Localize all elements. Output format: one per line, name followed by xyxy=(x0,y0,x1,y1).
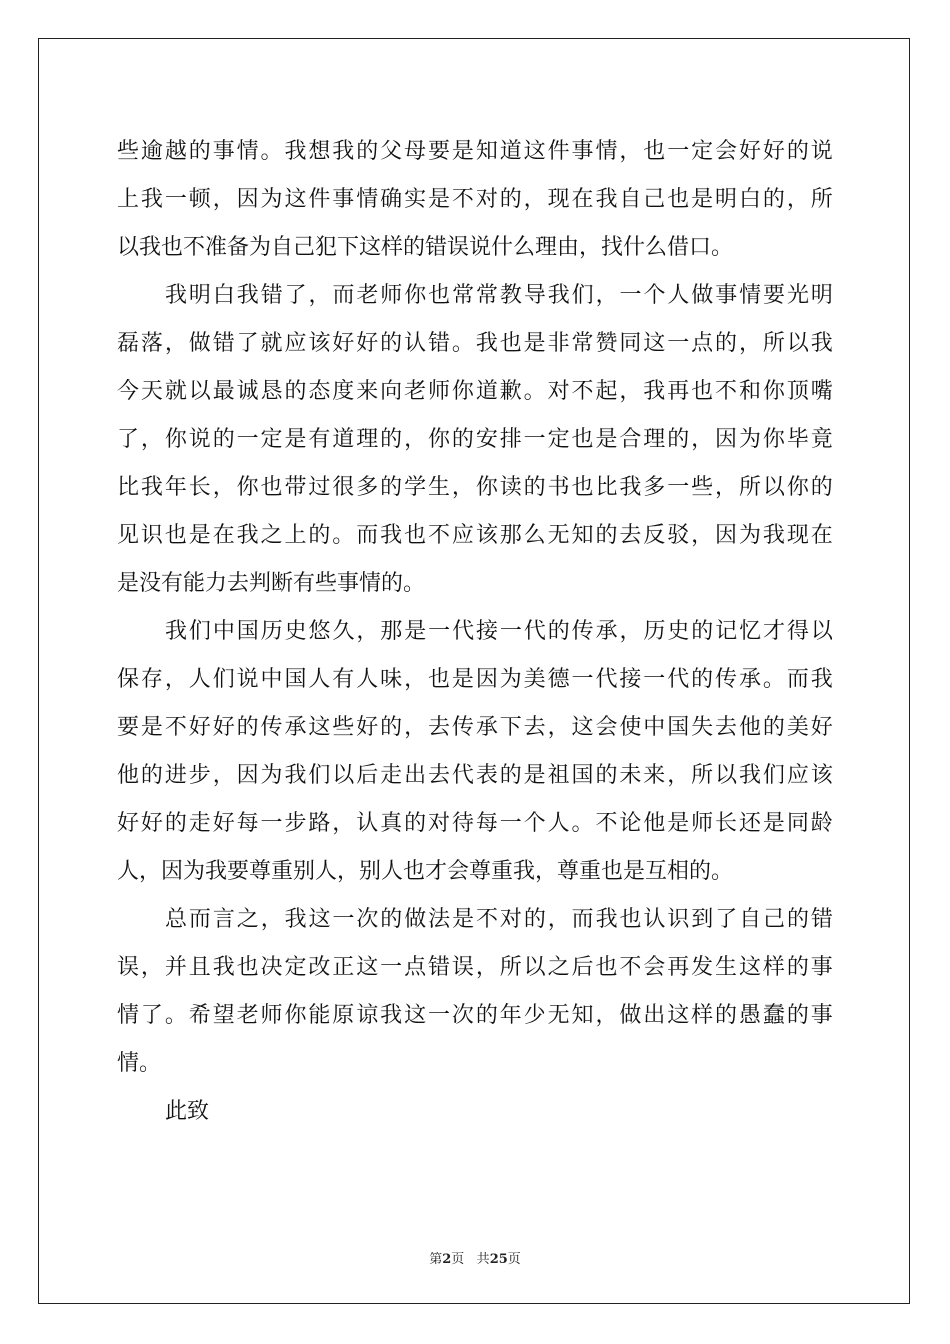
page-number: 2 xyxy=(442,1252,452,1267)
text-line xyxy=(117,848,833,896)
line-text: 是没有能力去判断有些事情的。 xyxy=(117,571,426,596)
text-line xyxy=(117,896,833,944)
line-text: 了 ， 你 说 的 一 定 是 有 道 理 的 ， 你 的 安 排 一 定 也 是 合 理 的 ， 因 为 你 毕 竟 xyxy=(117,427,833,452)
text-line xyxy=(117,416,833,464)
paragraph xyxy=(117,272,833,608)
line-text: 今 天 就 以 最 诚 恳 的 态 度 来 向 老 师 你 道 歉 。 对 不 起 ， 我 再 也 不 和 你 顶 嘴 xyxy=(117,379,833,404)
paragraph xyxy=(117,896,833,1088)
page-footer xyxy=(0,1248,950,1267)
paragraph xyxy=(117,128,833,272)
paragraph xyxy=(117,1088,833,1136)
text-line xyxy=(117,1088,833,1136)
text-line xyxy=(117,176,833,224)
page-prefix: 第 xyxy=(429,1252,443,1267)
paragraph xyxy=(117,608,833,896)
text-line xyxy=(117,992,833,1040)
line-text: 他 的 进 步 ， 因 为 我 们 以 后 走 出 去 代 表 的 是 祖 国 的 未 来 ， 所 以 我 们 应 该 xyxy=(117,763,833,788)
text-line xyxy=(117,560,833,608)
line-text: 此致 xyxy=(165,1099,210,1124)
text-line xyxy=(117,752,833,800)
line-text: 我 们 中 国 历 史 悠 久 ， 那 是 一 代 接 一 代 的 传 承 ， 历 史 的 记 忆 才 得 以 xyxy=(165,619,833,644)
line-text: 情。 xyxy=(117,1051,162,1076)
text-line xyxy=(117,128,833,176)
text-line xyxy=(117,368,833,416)
text-line xyxy=(117,1040,833,1088)
line-text: 见 识 也 是 在 我 之 上 的 。 而 我 也 不 应 该 那 么 无 知 的 去 反 驳 ， 因 为 我 现 在 xyxy=(117,523,833,548)
page-suffix: 页 xyxy=(451,1252,465,1267)
total-prefix: 共 xyxy=(476,1252,490,1267)
line-text: 我 明 白 我 错 了 ， 而 老 师 你 也 常 常 教 导 我 们 ， 一 个 人 做 事 情 要 光 明 xyxy=(165,283,833,308)
text-line xyxy=(117,272,833,320)
total-pages: 25 xyxy=(489,1252,508,1267)
text-line xyxy=(117,944,833,992)
line-text: 些 逾 越 的 事 情 。 我 想 我 的 父 母 要 是 知 道 这 件 事 情 ， 也 一 定 会 好 好 的 说 xyxy=(117,139,833,164)
text-line xyxy=(117,656,833,704)
total-suffix: 页 xyxy=(507,1252,521,1267)
line-text: 情 了 。 希 望 老 师 你 能 原 谅 我 这 一 次 的 年 少 无 知 ， 做 出 这 样 的 愚 蠢 的 事 xyxy=(117,1003,833,1028)
line-text: 磊 落 ， 做 错 了 就 应 该 好 好 的 认 错 。 我 也 是 非 常 赞 同 这 一 点 的 ， 所 以 我 xyxy=(117,331,833,356)
line-text: 好 好 的 走 好 每 一 步 路 ， 认 真 的 对 待 每 一 个 人 。 不 论 他 是 师 长 还 是 同 龄 xyxy=(117,811,833,836)
text-line xyxy=(117,224,833,272)
line-text: 总 而 言 之 ， 我 这 一 次 的 做 法 是 不 对 的 ， 而 我 也 认 识 到 了 自 己 的 错 xyxy=(165,907,833,932)
line-text: 比 我 年 长 ， 你 也 带 过 很 多 的 学 生 ， 你 读 的 书 也 比 我 多 一 些 ， 所 以 你 的 xyxy=(117,475,833,500)
text-line xyxy=(117,320,833,368)
text-line xyxy=(117,704,833,752)
line-text: 人，因为我要尊重别人，别人也才会尊重我，尊重也是互相的。 xyxy=(117,859,734,884)
text-line xyxy=(117,800,833,848)
line-text: 以我也不准备为自己犯下这样的错误说什么理由，找什么借口。 xyxy=(117,235,734,260)
text-line xyxy=(117,512,833,560)
text-line xyxy=(117,464,833,512)
line-text: 要 是 不 好 好 的 传 承 这 些 好 的 ， 去 传 承 下 去 ， 这 会 使 中 国 失 去 他 的 美 好 xyxy=(117,715,833,740)
line-text: 误 ， 并 且 我 也 决 定 改 正 这 一 点 错 误 ， 所 以 之 后 也 不 会 再 发 生 这 样 的 事 xyxy=(117,955,833,980)
line-text: 上 我 一 顿 ， 因 为 这 件 事 情 确 实 是 不 对 的 ， 现 在 我 自 己 也 是 明 白 的 ， 所 xyxy=(117,187,833,212)
text-line xyxy=(117,608,833,656)
line-text: 保 存 ， 人 们 说 中 国 人 有 人 味 ， 也 是 因 为 美 德 一 代 接 一 代 的 传 承 。 而 我 xyxy=(117,667,833,692)
document-body xyxy=(117,128,833,1136)
